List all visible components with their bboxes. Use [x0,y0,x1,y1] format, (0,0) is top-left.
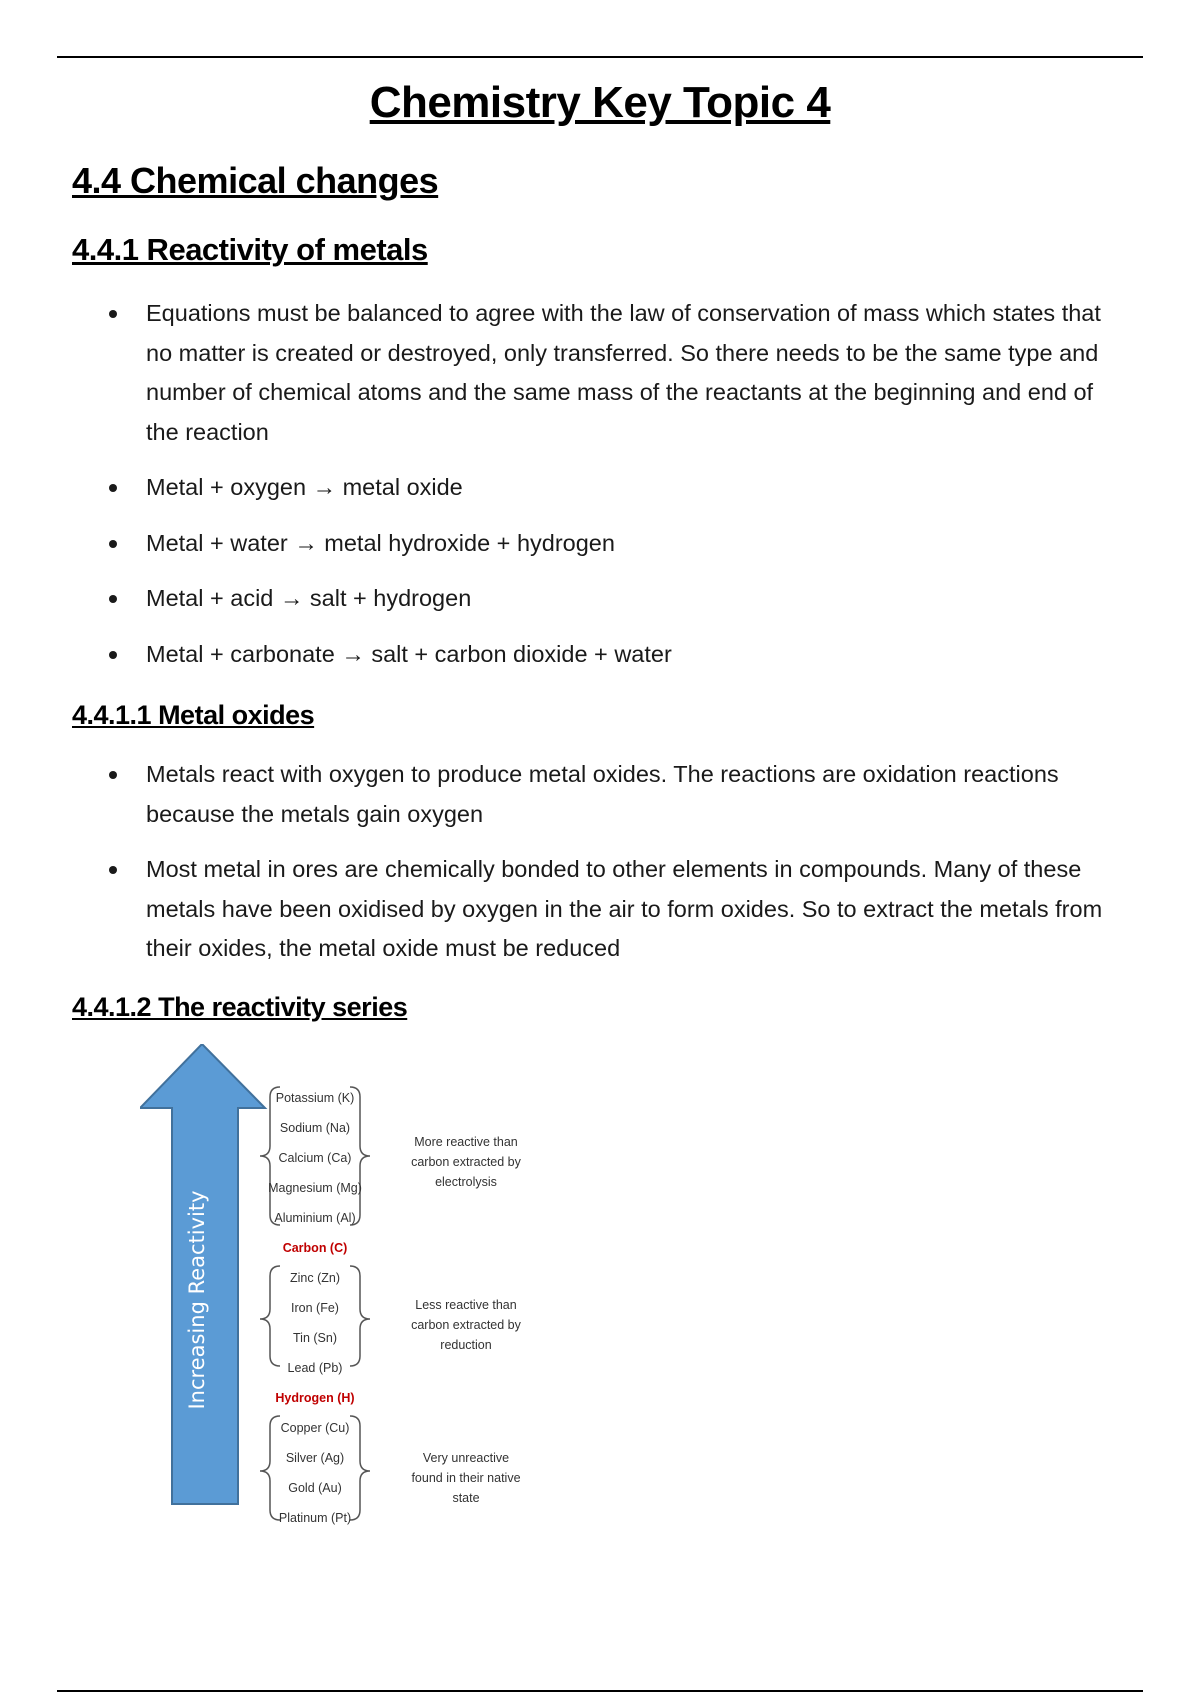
list-item: Metal + water → metal hydroxide + hydrogen [100,524,1130,564]
group2-left-brace [260,1266,280,1366]
reactivity-series-diagram [140,1044,540,1544]
group2-right-brace [350,1266,370,1366]
section-heading-chemical-changes: 4.4 Chemical changes [72,160,439,201]
reactivity-bullet-list [100,294,1130,674]
metal-label-silver: Silver (Ag) [285,1451,345,1465]
divider-hydrogen: Hydrogen (H) [275,1391,355,1405]
group3-right-brace [350,1416,370,1520]
group2-note-line: Less reactive than [415,1298,517,1312]
heading-metal-oxides: 4.4.1.1 Metal oxides [72,700,315,730]
metal-label-copper: Copper (Cu) [280,1421,350,1435]
list-item: Metal + oxygen → metal oxide [100,468,1130,508]
top-rule [57,56,1143,58]
metal-label-potassium: Potassium (K) [275,1091,355,1105]
list-item: Metal + carbonate → salt + carbon dioxide + water [100,635,1130,675]
list-item: Equations must be balanced to agree with the law of conservation of mass which states that no matter is created or destroyed, only transferred. So there needs to be the same type and number of chemical atoms and the same mass of the reactants at the beginning and end of the reaction [100,294,1130,452]
list-item: Most metal in ores are chemically bonded to other elements in compounds. Many of these metals have been oxidised by oxygen in the air to form oxides. So to extract the metals from their oxides, the metal oxide must be reduced [100,850,1130,969]
metal-label-platinum: Platinum (Pt) [278,1511,352,1525]
arrow-label: Increasing Reactivity [185,1190,209,1410]
group1-right-brace [350,1087,370,1225]
group2-note-line: reduction [440,1338,492,1352]
group3-note-line: Very unreactive [422,1451,510,1465]
list-item: Metal + acid → salt + hydrogen [100,579,1130,619]
heading-reactivity-series: 4.4.1.2 The reactivity series [72,992,408,1022]
metal-label-aluminium: Aluminium (Al) [274,1211,356,1225]
group3-note-line: found in their native [411,1471,521,1485]
metal-label-calcium: Calcium (Ca) [278,1151,352,1165]
metal-label-zinc: Zinc (Zn) [290,1271,340,1285]
divider-carbon: Carbon (C) [282,1241,348,1255]
list-item: Metals react with oxygen to produce metal oxides. The reactions are oxidation reactions because the metals gain oxygen [100,755,1130,834]
metal-label-gold: Gold (Au) [288,1481,342,1495]
group1-note-line: carbon extracted by [411,1155,521,1169]
metal-label-iron: Iron (Fe) [291,1301,339,1315]
metal-label-tin: Tin (Sn) [293,1331,337,1345]
metal-label-sodium: Sodium (Na) [279,1121,351,1135]
group1-note-line: electrolysis [435,1175,497,1189]
bottom-rule [57,1690,1143,1692]
subsection-heading-reactivity: 4.4.1 Reactivity of metals [72,232,428,267]
metal-label-lead: Lead (Pb) [287,1361,343,1375]
metal-label-magnesium: Magnesium (Mg) [268,1181,362,1195]
group3-left-brace [260,1416,280,1520]
group2-note-line: carbon extracted by [411,1318,521,1332]
group3-note-line: state [452,1491,480,1505]
group1-note-line: More reactive than [414,1135,518,1149]
page-title: Chemistry Key Topic 4 [369,78,831,127]
oxides-bullet-list [100,755,1130,969]
